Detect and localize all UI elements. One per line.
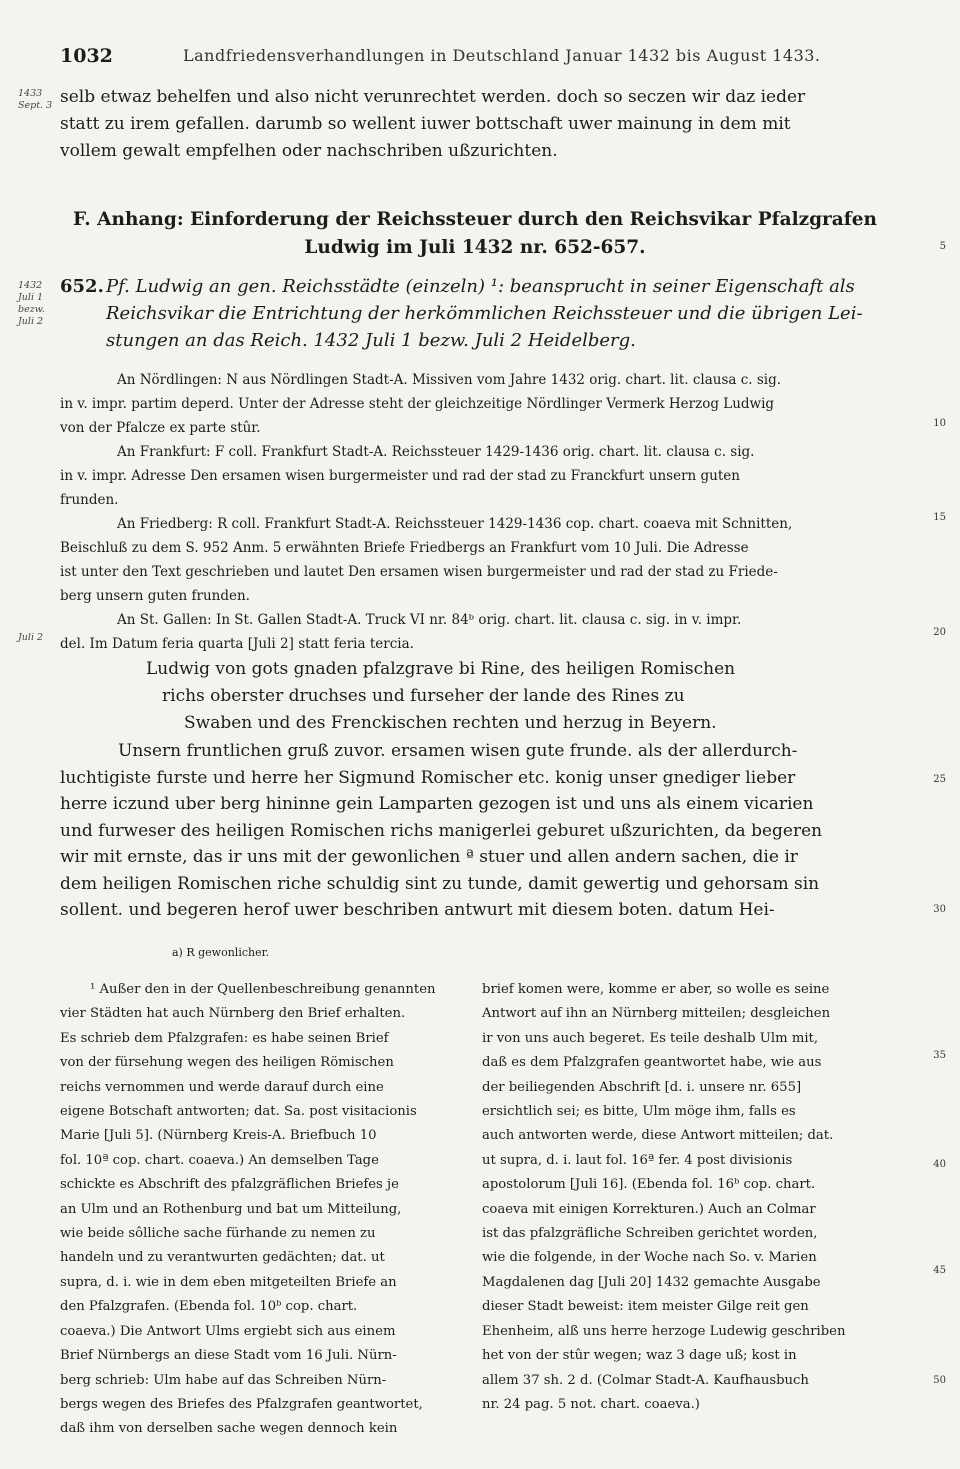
heading-line: F. Anhang: Einforderung der Reichssteuer durch den Reichsvikar Pfalzgrafen — [73, 209, 877, 230]
footnote-line: schickte es Abschrift des pfalzgräflichen Briefes je — [60, 1177, 399, 1193]
footnote-line: nr. 24 pag. 5 not. chart. coaeva.) — [482, 1396, 700, 1412]
footnote-line: an Ulm und an Rothenburg und bat um Mitteilung, — [60, 1201, 402, 1217]
line-number: 25 — [933, 774, 946, 785]
footnote-line: coaeva mit einigen Korrekturen.) Auch an Colmar — [482, 1201, 816, 1217]
footnote-line: Marie [Juli 5]. (Nürnberg Kreis-A. Briefbuch 10 — [60, 1128, 377, 1144]
letter-text — [60, 738, 822, 924]
footnote-line: von der fürsehung wegen des heiligen Römischen — [60, 1055, 394, 1071]
regest — [60, 273, 880, 354]
footnote-line: wie die folgende, in der Woche nach So. v. Marien — [482, 1250, 817, 1266]
footnote-line: ist das pfalzgräfliche Schreiben gerichtet worden, — [482, 1226, 818, 1242]
footnote-line: eigene Botschaft antworten; dat. Sa. post visitacionis — [60, 1104, 417, 1120]
margin-date-top: 1433 Sept. 3 — [18, 88, 53, 111]
footnote-line: ut supra, d. i. laut fol. 16ª fer. 4 post divisionis — [482, 1152, 793, 1168]
regest-line: Reichsvikar die Entrichtung der herkömmlichen Reichssteuer und die übrigen Lei- — [106, 303, 863, 324]
source-line: ist unter den Text geschrieben und lautet Den ersamen wisen burgermeister und rad der stad zu Friede- — [60, 564, 778, 580]
letter-line: Unsern fruntlichen gruß zuvor. ersamen wisen gute frunde. als der allerdurch- — [118, 741, 798, 761]
page-number: 1032 — [60, 45, 113, 67]
margin-date-652: 1432 Juli 1 bezw. Juli 2 — [18, 280, 45, 327]
footnote-line: reichs vernommen und werde darauf durch eine — [60, 1079, 384, 1095]
line-number: 20 — [933, 627, 946, 638]
running-title: Landfriedensverhandlungen in Deutschland Januar 1432 bis August 1433. — [183, 46, 821, 65]
source-line: An St. Gallen: In St. Gallen Stadt-A. Truck VI nr. 84ᵇ orig. chart. lit. clausa c. sig. in v. impr. — [117, 612, 742, 628]
letter-line: sollent. und begeren herof uwer beschriben antwurt mit diesem boten. datum Hei- — [60, 900, 775, 920]
line-number: 10 — [933, 418, 946, 429]
footnote-line: fol. 10ª cop. chart. coaeva.) An demselben Tage — [60, 1152, 379, 1168]
line-number: 5 — [939, 241, 946, 252]
regest-line: Pf. Ludwig an gen. Reichsstädte (einzeln) ¹: beansprucht in seiner Eigenschaft als — [106, 276, 855, 297]
footnote-line: der beiliegenden Abschrift [d. i. unsere nr. 655] — [482, 1079, 802, 1095]
source-line: frunden. — [60, 492, 119, 508]
intro-text — [60, 84, 805, 165]
intitulatio-line: Swaben und des Frenckischen rechten und herzug in Beyern. — [184, 713, 717, 733]
source-line: An Friedberg: R coll. Frankfurt Stadt-A. Reichssteuer 1429-1436 cop. chart. coaeva mit Schnitten, — [117, 516, 793, 532]
intro-line: vollem gewalt empfelhen oder nachschriben ußzurichten. — [60, 141, 558, 161]
footnote-line: supra, d. i. wie in dem eben mitgeteilten Briefe an — [60, 1274, 397, 1290]
footnote-left-column — [60, 978, 470, 1442]
letter-line: und furweser des heiligen Romischen richs manigerlei geburet ußzurichten, da begeren — [60, 820, 823, 841]
heading-line: Ludwig im Juli 1432 nr. 652-657. — [304, 237, 646, 258]
intitulatio-line: Ludwig von gots gnaden pfalzgrave bi Rine, des heiligen Romischen — [146, 659, 736, 679]
line-number: 30 — [933, 904, 946, 915]
line-number: 40 — [933, 1159, 946, 1170]
intitulatio-line: richs oberster druchses und furseher der lande des Rines zu — [162, 686, 685, 706]
source-description — [60, 368, 880, 656]
line-number: 50 — [933, 1375, 946, 1386]
footnote-line: berg schrieb: Ulm habe auf das Schreiben Nürn- — [60, 1372, 387, 1388]
footnote-line: Es schrieb dem Pfalzgrafen: es habe seinen Brief — [60, 1030, 389, 1046]
footnote-line: brief komen were, komme er aber, so wolle es seine — [482, 982, 830, 997]
source-line: An Nördlingen: N aus Nördlingen Stadt-A. Missiven vom Jahre 1432 orig. chart. lit. clausa c. sig. — [117, 372, 782, 388]
source-line: del. Im Datum feria quarta [Juli 2] statt feria tercia. — [60, 636, 414, 652]
footnote-line: Antwort auf ihn an Nürnberg mitteilen; desgleichen — [482, 1006, 831, 1022]
footnote-line: coaeva.) Die Antwort Ulms ergiebt sich aus einem — [60, 1323, 396, 1339]
footnote-line: handeln und zu verantwurten gedächten; dat. ut — [60, 1250, 385, 1266]
footnote-line: Magdalenen dag [Juli 20] 1432 gemachte Ausgabe — [482, 1274, 821, 1290]
footnote-line: daß es dem Pfalzgrafen geantwortet habe, wie aus — [482, 1055, 822, 1071]
footnote-line: dieser Stadt beweist: item meister Gilge reit gen — [482, 1299, 809, 1315]
footnote-line: wie beide sôlliche sache fürhande zu nemen zu — [60, 1226, 376, 1242]
line-number: 45 — [933, 1265, 946, 1276]
document-number: 652. — [60, 276, 104, 297]
footnote-line: het von der stûr wegen; waz 3 dage uß; kost in — [482, 1348, 797, 1364]
section-heading — [60, 206, 890, 262]
source-line: An Frankfurt: F coll. Frankfurt Stadt-A. Reichssteuer 1429-1436 orig. chart. lit. clausa c. sig. — [117, 444, 755, 460]
apparatus-note: a) R gewonlicher. — [172, 946, 270, 959]
intro-line: selb etwaz behelfen und also nicht verunrechtet werden. doch so seczen wir daz ieder — [60, 87, 806, 107]
intitulatio — [118, 656, 735, 737]
footnote-line: Brief Nürnbergs an diese Stadt vom 16 Juli. Nürn- — [60, 1348, 397, 1364]
line-number: 35 — [933, 1050, 946, 1061]
footnote-line: ir von uns auch begeret. Es teile deshalb Ulm mit, — [482, 1030, 819, 1046]
letter-line: dem heiligen Romischen riche schuldig sint zu tunde, damit gewertig und gehorsam sin — [60, 873, 820, 894]
source-line: in v. impr. partim deperd. Unter der Adresse steht der gleichzeitige Nördlinger Vermerk Herzog Ludwig — [60, 396, 775, 412]
footnote-line: auch antworten werde, diese Antwort mitteilen; dat. — [482, 1128, 834, 1144]
footnote-line: vier Städten hat auch Nürnberg den Brief erhalten. — [60, 1006, 406, 1022]
line-number: 15 — [933, 512, 946, 523]
margin-date-del: Juli 2 — [18, 632, 44, 643]
footnote-line: apostolorum [Juli 16]. (Ebenda fol. 16ᵇ cop. chart. — [482, 1177, 816, 1193]
source-line: Beischluß zu dem S. 952 Anm. 5 erwähnten Briefe Friedbergs an Frankfurt vom 10 Juli. Die Adresse — [60, 540, 749, 556]
source-line: von der Pfalcze ex parte stûr. — [60, 420, 261, 436]
letter-line: luchtigiste furste und herre her Sigmund Romischer etc. konig unser gnediger lieber — [60, 767, 796, 788]
footnote-line: ersichtlich sei; es bitte, Ulm möge ihm, falls es — [482, 1104, 796, 1120]
source-line: in v. impr. Adresse Den ersamen wisen burgermeister und rad der stad zu Franckfurt unsern guten — [60, 468, 740, 484]
letter-line: wir mit ernste, das ir uns mit der gewonlichen ª stuer und allen andern sachen, die ir — [60, 847, 798, 867]
footnote-line: bergs wegen des Briefes des Pfalzgrafen geantwortet, — [60, 1396, 423, 1412]
footnote-line: Ehenheim, alß uns herre herzoge Ludewig geschriben — [482, 1323, 846, 1339]
footnote-line: ¹ Außer den in der Quellenbeschreibung genannten — [90, 982, 436, 997]
footnote-line: allem 37 sh. 2 d. (Colmar Stadt-A. Kaufhausbuch — [482, 1372, 809, 1388]
intro-line: statt zu irem gefallen. darumb so wellent iuwer bottschaft uwer mainung in dem mit — [60, 114, 791, 134]
source-line: berg unsern guten frunden. — [60, 588, 250, 604]
footnote-line: den Pfalzgrafen. (Ebenda fol. 10ᵇ cop. chart. — [60, 1299, 358, 1315]
regest-line: stungen an das Reich. 1432 Juli 1 bezw. Juli 2 Heidelberg. — [106, 330, 636, 351]
letter-line: herre iczund uber berg hininne gein Lamparten gezogen ist und uns als einem vicarien — [60, 794, 814, 814]
footnote-right-column — [482, 978, 882, 1417]
footnote-line: daß ihm von derselben sache wegen dennoch kein — [60, 1421, 398, 1437]
